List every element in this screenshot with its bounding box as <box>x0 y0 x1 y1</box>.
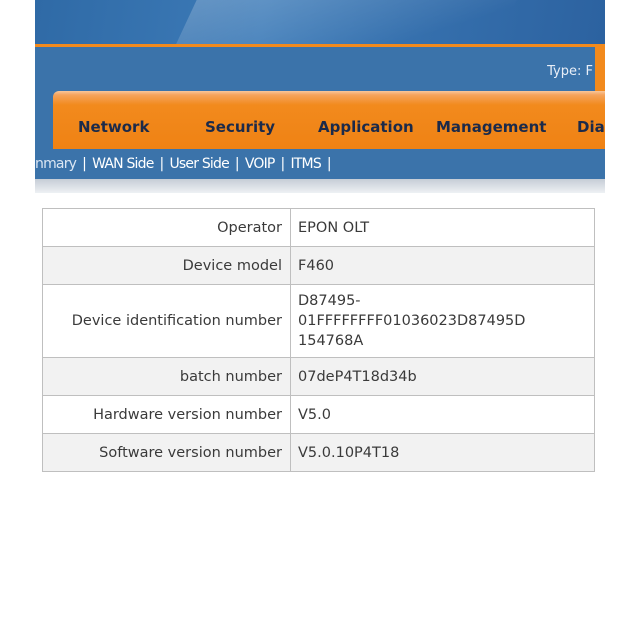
header-strip <box>35 47 605 91</box>
nav-item-security[interactable]: Security <box>205 118 276 136</box>
subnav-summary[interactable]: nmary <box>35 156 77 172</box>
row-value-hardware-version: V5.0 <box>291 396 595 434</box>
subnav-separator: | <box>280 156 285 172</box>
row-label-device-model: Device model <box>43 247 291 285</box>
device-id-line-1: D87495- <box>298 293 361 309</box>
main-nav <box>53 91 605 149</box>
row-value-device-id <box>291 285 595 358</box>
subnav-separator: | <box>234 156 239 172</box>
table-row <box>43 285 595 358</box>
subnav-separator: | <box>326 156 331 172</box>
subnav-itms[interactable]: ITMS <box>290 156 321 172</box>
row-value-batch-number: 07deP4T18d34b <box>291 358 595 396</box>
row-value-software-version: V5.0.10P4T18 <box>291 434 595 472</box>
nav-item-network[interactable]: Network <box>78 118 150 136</box>
row-value-device-model: F460 <box>291 247 595 285</box>
table-row <box>43 358 595 396</box>
table-row <box>43 209 595 247</box>
device-type-label: Type: F <box>547 64 593 79</box>
subnav-wan-side[interactable]: WAN Side <box>92 156 154 172</box>
row-label-device-id: Device identification number <box>43 285 291 358</box>
device-id-line-2: 01FFFFFFFF01036023D87495D <box>298 313 526 329</box>
nav-item-application[interactable]: Application <box>318 118 414 136</box>
nav-item-management[interactable]: Management <box>436 118 547 136</box>
table-row <box>43 396 595 434</box>
top-banner <box>35 0 605 44</box>
subnav-voip[interactable]: VOIP <box>244 156 275 172</box>
nav-item-diagnosis[interactable]: Dia <box>577 118 605 136</box>
subnav-shadow <box>35 179 605 193</box>
row-label-software-version: Software version number <box>43 434 291 472</box>
sub-nav <box>35 149 605 179</box>
type-tab-edge <box>595 47 605 91</box>
subnav-separator: | <box>159 156 164 172</box>
row-value-operator: EPON OLT <box>291 209 595 247</box>
subnav-user-side[interactable]: User Side <box>169 156 229 172</box>
subnav-separator: | <box>82 156 87 172</box>
row-label-hardware-version: Hardware version number <box>43 396 291 434</box>
row-label-operator: Operator <box>43 209 291 247</box>
table-row <box>43 434 595 472</box>
row-label-batch-number: batch number <box>43 358 291 396</box>
table-row <box>43 247 595 285</box>
device-info-table <box>42 208 595 472</box>
device-id-line-3: 154768A <box>298 333 364 349</box>
banner-shine <box>164 0 526 44</box>
